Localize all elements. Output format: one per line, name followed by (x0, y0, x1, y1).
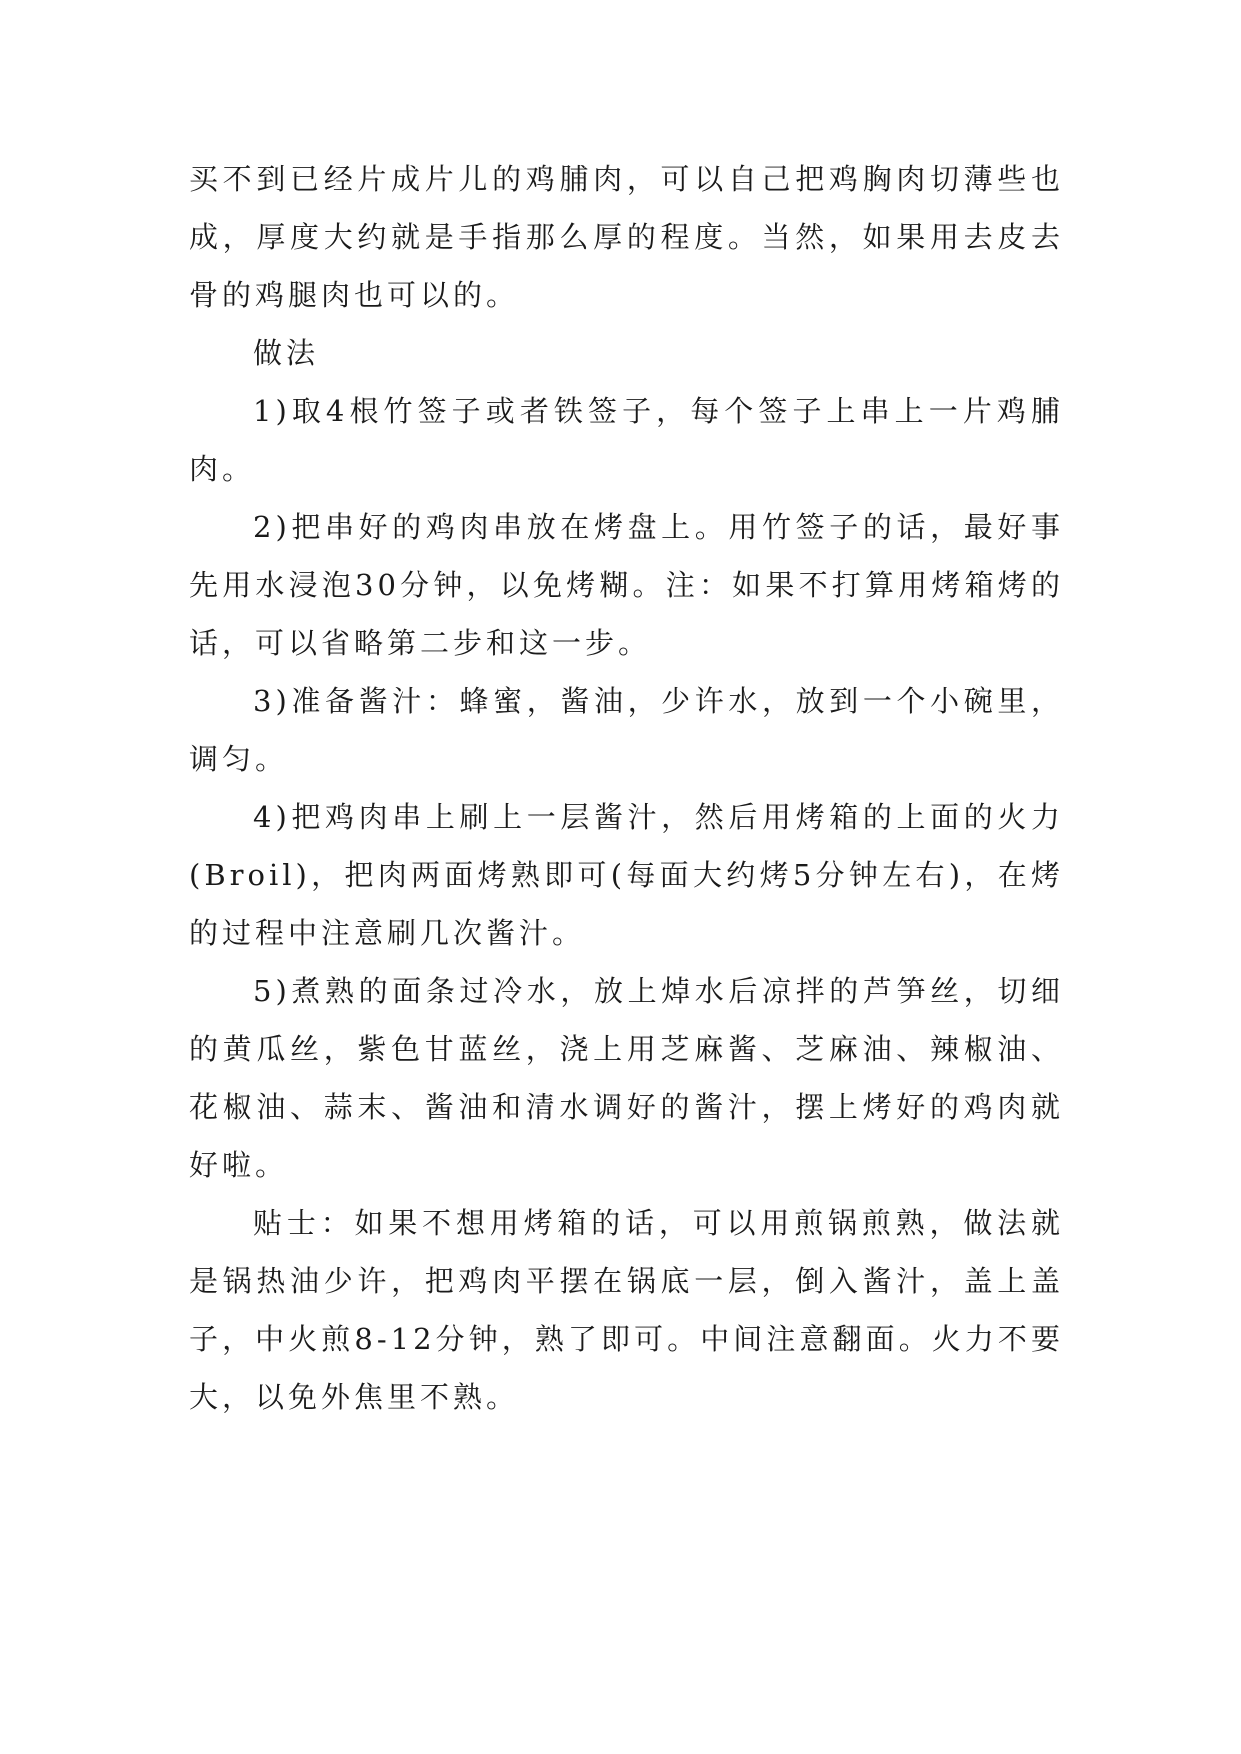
step-5-paragraph: 5)煮熟的面条过冷水，放上焯水后凉拌的芦笋丝，切细的黄瓜丝，紫色甘蓝丝，浇上用芝麻酱、芝麻油、辣椒油、花椒油、蒜末、酱油和清水调好的酱汁，摆上烤好的鸡肉就好啦。 (189, 974, 1064, 1182)
step-1-paragraph: 1)取4根竹签子或者铁签子，每个签子上串上一片鸡脯肉。 (189, 394, 1064, 486)
step-2-paragraph: 2)把串好的鸡肉串放在烤盘上。用竹签子的话，最好事先用水浸泡30分钟，以免烤糊。注：如果不打算用烤箱烤的话，可以省略第二步和这一步。 (189, 510, 1064, 660)
document-body (189, 150, 1064, 1426)
intro-paragraph: 买不到已经片成片儿的鸡脯肉，可以自己把鸡胸肉切薄些也成，厚度大约就是手指那么厚的程度。当然，如果用去皮去骨的鸡腿肉也可以的。 (189, 162, 1064, 312)
tips-paragraph: 贴士：如果不想用烤箱的话，可以用煎锅煎熟，做法就是锅热油少许，把鸡肉平摆在锅底一层，倒入酱汁，盖上盖子，中火煎8-12分钟，熟了即可。中间注意翻面。火力不要大，以免外焦里不熟。 (189, 1206, 1064, 1414)
method-heading: 做法 (253, 336, 320, 370)
step-3-paragraph: 3)准备酱汁：蜂蜜，酱油，少许水，放到一个小碗里，调匀。 (189, 684, 1064, 776)
step-4-paragraph: 4)把鸡肉串上刷上一层酱汁，然后用烤箱的上面的火力(Broil)，把肉两面烤熟即可(每面大约烤5分钟左右)，在烤的过程中注意刷几次酱汁。 (189, 800, 1064, 950)
